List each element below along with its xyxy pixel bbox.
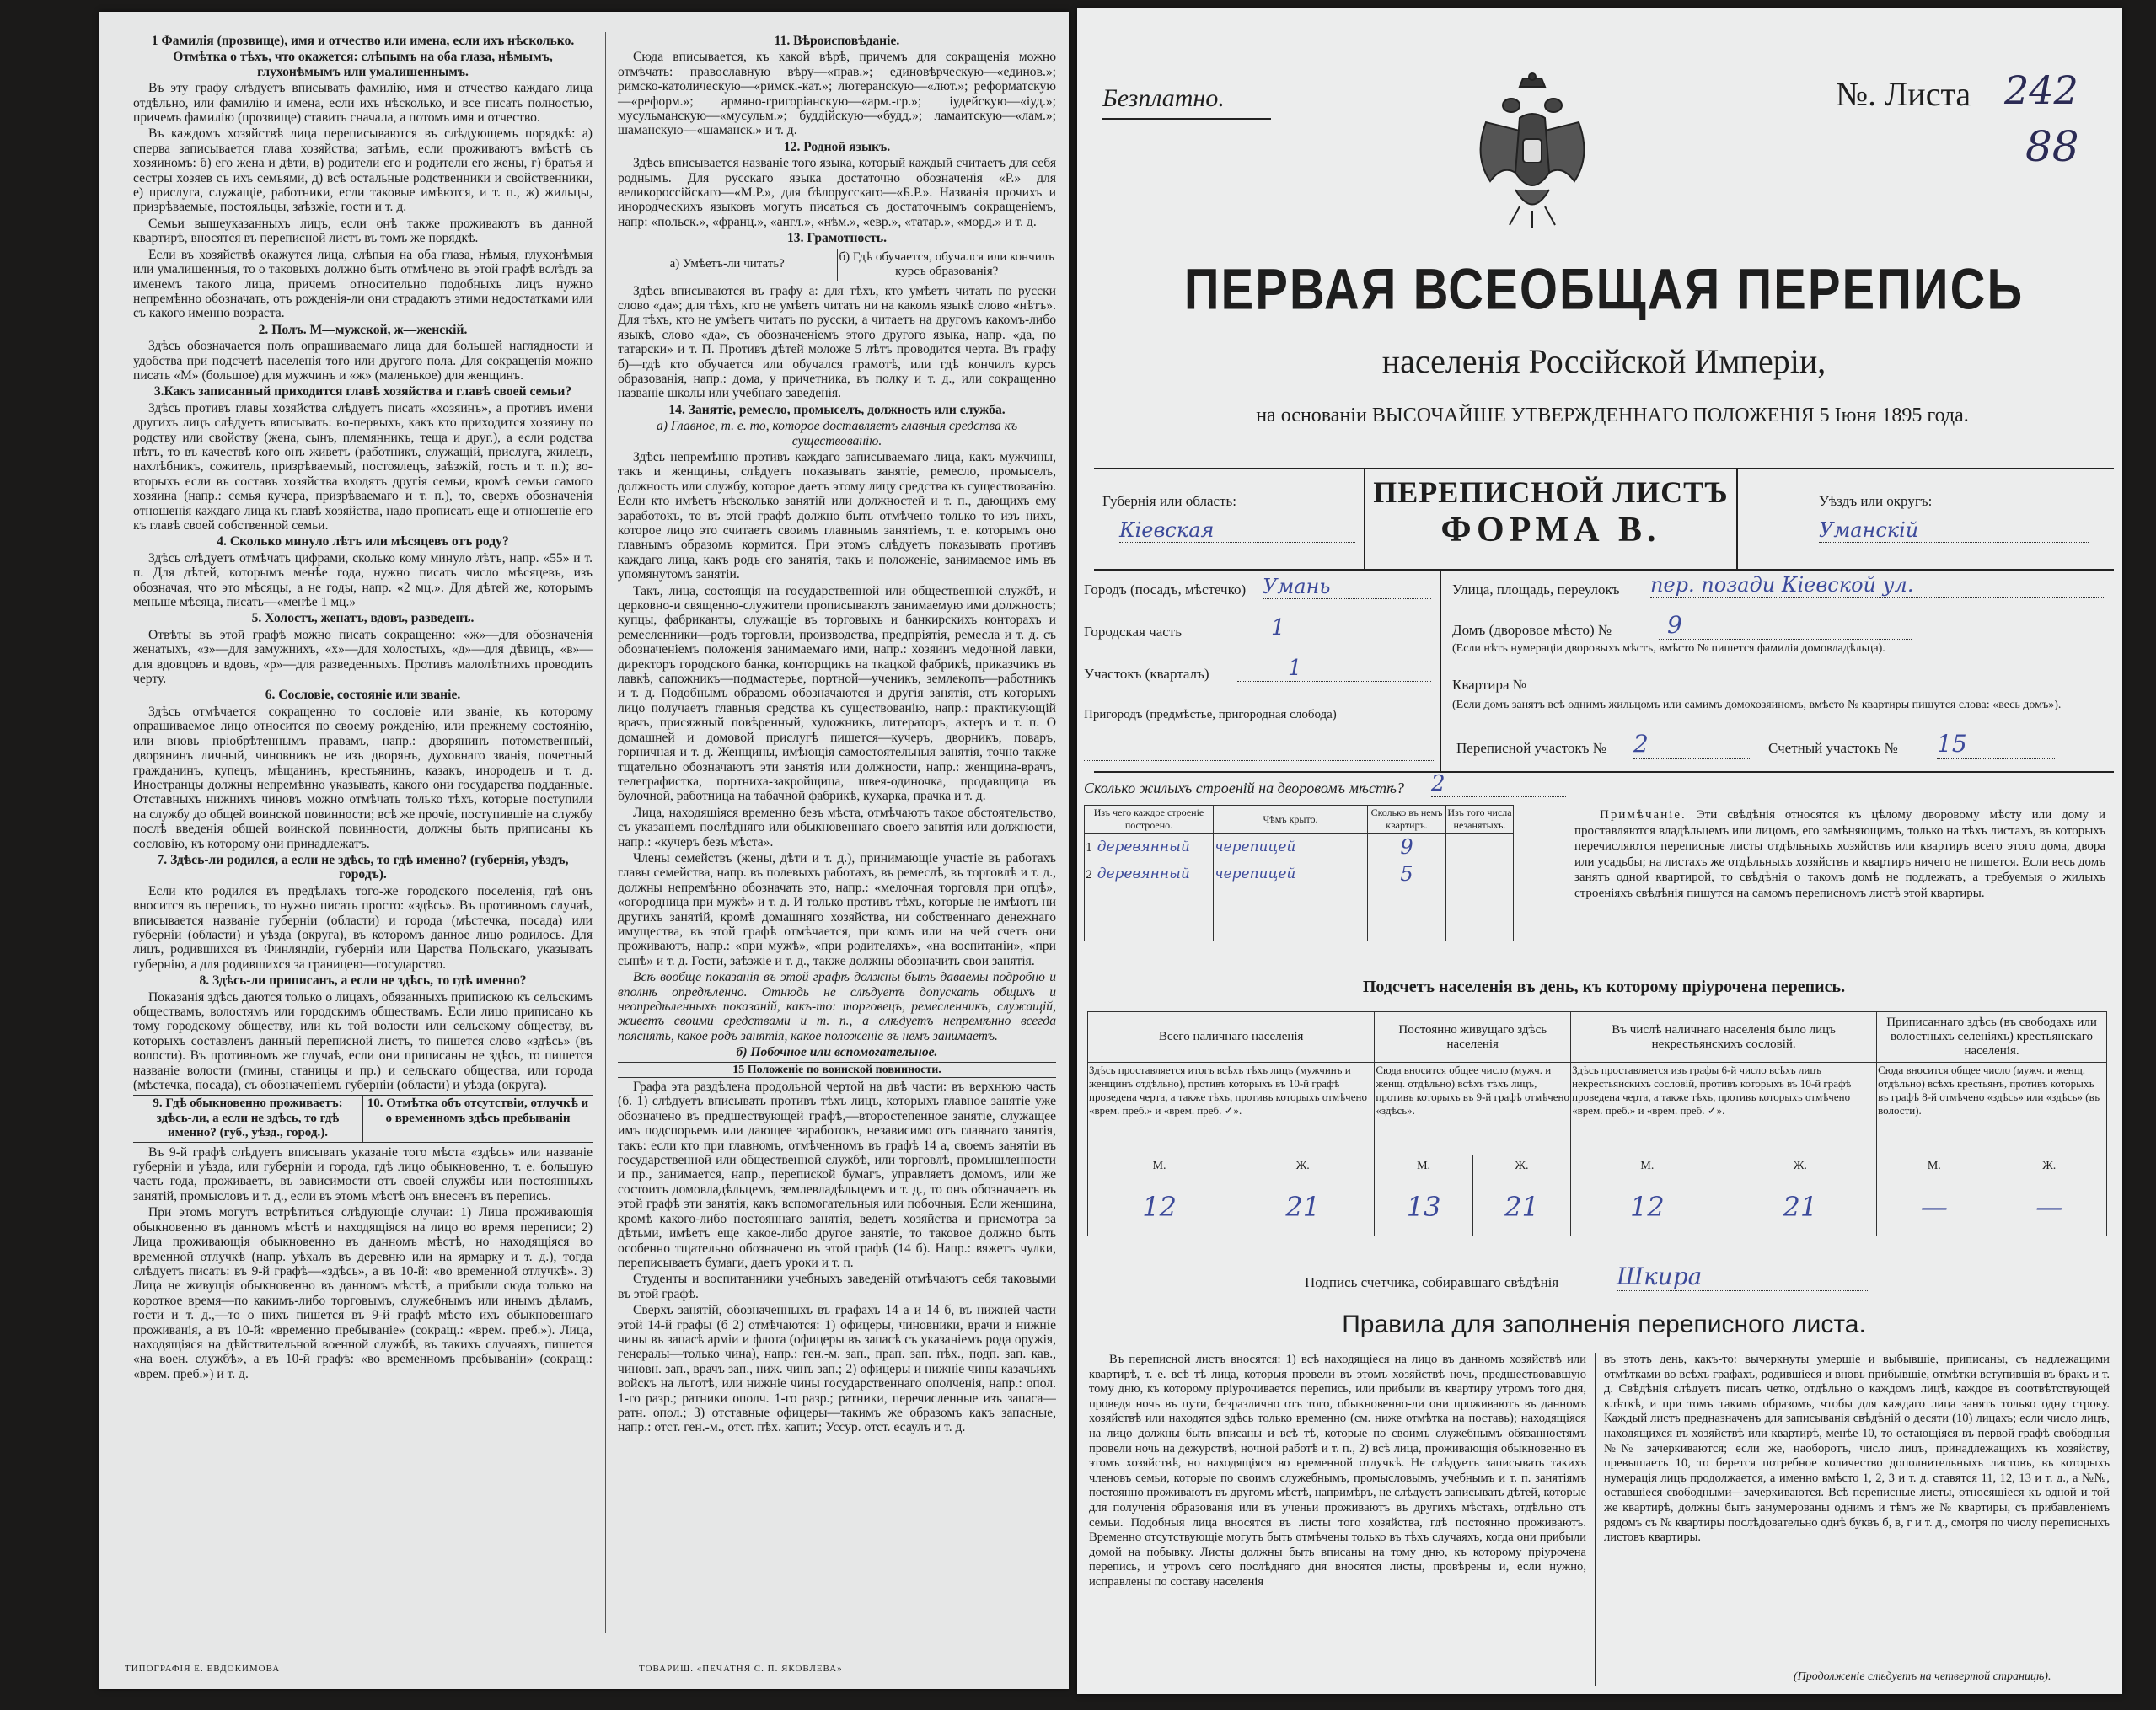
- rules-continuation: (Продолженіе слѣдуетъ на четвертой страницѣ).: [1794, 1670, 2051, 1683]
- buildings-label: Сколько жилыхъ строеній на дворовомъ мѣстѣ?: [1084, 780, 1404, 796]
- empty-cell[interactable]: [1085, 914, 1214, 941]
- gubernia-label: Губернія или область:: [1102, 493, 1236, 509]
- suburb-value[interactable]: [1084, 743, 1434, 761]
- heading-14a: а) Главное, т. е. то, которое доставляетъ главныя средства къ существованію.: [656, 419, 1018, 448]
- table-row: [1085, 887, 1514, 914]
- bld-header-flats: Сколько въ немъ квартиръ.: [1368, 806, 1446, 834]
- paragraph: Члены семействъ (жены, дѣти и т. д.), принимающіе участіе въ работахъ главы семейства, напр. въ полевыхъ работахъ, въ ремеслѣ, въ торговлѣ и т. д., должны непремѣнно обозначать это, напр.: «мелочная торговля при отцѣ», «огородница при мужѣ» и т. д. И только противъ тѣхъ, которые не имѣютъ ни другихъ занятій, кромѣ домашняго хозяйства, ни собственнаго денежнаго имущества, въ этой графѣ отмѣчается, при комъ или на чей счетъ они проживаютъ, напр.: «при мужѣ», «при родителяхъ», «на воспитаніи», «при сынѣ» и т. д. Гости, заѣзжіе и т. д., также должны обозначить свои занятія.: [618, 850, 1056, 968]
- flat-value[interactable]: [1566, 677, 1751, 694]
- paragraph: Здѣсь слѣдуетъ отмѣчать цифрами, сколько кому минуло лѣтъ, напр. «55» и т. п. Для дѣтей, которымъ менѣе года, нужно писать число мѣсяцевъ, изъ обозначая, что это мѣсяцы, а не годы, напр. «2 мц.». Для дѣтей же, которымъ меньше мѣсяца, писать—«менѣе 1 мц.»: [133, 550, 593, 610]
- cell-value: деревянный: [1097, 865, 1190, 882]
- bld-vacant-1[interactable]: [1446, 834, 1514, 860]
- suburb-label: Пригородъ (предмѣстье, пригородная слобода): [1084, 708, 1337, 721]
- city-label: Городъ (посадъ, мѣстечко): [1084, 582, 1247, 598]
- paragraph: Здѣсь вписываются въ графу а: для тѣхъ, кто умѣетъ читать по русски слово «да»; для тѣхъ, кто не умѣетъ читать ни на какомъ языкѣ слово «нѣтъ». Для тѣхъ, кто не умѣетъ читать по русски, а читаетъ на другомъ какомъ-либо языкѣ, слово «да», съ обозначеніемъ этого другого языка, напр. «да, по татарски» и т. П. Противъ дѣтей моложе 5 лѣтъ проводится черта. Въ графу б)—гдѣ кто обучается или обучался грамотѣ, или гдѣ кончилъ курсъ образованія, напр.: дома, у причетника, въ полку и т. д., или сокращенно названіе школы или учебнаго заведенія.: [618, 283, 1056, 401]
- paragraph: Въ 9-й графѣ слѣдуетъ вписывать указаніе того мѣста «здѣсь» или названіе губерніи и уѣзда, или губерніи и города, гдѣ лицо обыкновенно, т. е. большую часть года, проживаетъ, въ зависимости отъ своей службы или постоянныхъ занятій, промысловъ и т. д., если въ этомъ мѣстѣ онъ внесенъ въ перепись.: [133, 1144, 593, 1203]
- sex-female: Ж.: [1992, 1155, 2106, 1177]
- paragraph: Семьи вышеуказанныхъ лицъ, если онѣ также проживаютъ въ данной квартирѣ, вносятся въ переписной листъ въ томъ же порядкѣ.: [133, 216, 593, 246]
- printer-imprint-right: ТОВАРИЩ. «ПЕЧАТНЯ С. П. ЯКОВЛЕВА»: [639, 1664, 843, 1674]
- paragraph: Если кто родился въ предѣлахъ того-же городского поселенія, гдѣ онъ вносится въ перепись, то нужно писать просто: «здѣсь». Въ противномъ случаѣ, вписывается названіе губерніи (области) и города (мѣстечка, посада) или губерніи (области) и уѣзда (округа), въ которомъ данное лицо родилось. Для лицъ, родившихся въ Финляндіи, губерніи или Царства Польскаго, указывать губернію, а для родившихся за границею—государство.: [133, 883, 593, 972]
- bld-header-material: Изъ чего каждое строеніе построено.: [1085, 806, 1214, 834]
- bld-material-2[interactable]: [1085, 860, 1214, 887]
- paragraph: Здѣсь обозначается полъ опрашиваемаго лица для большей наглядности и удобства при подсчетѣ населенія того или другого пола. Для сокращенія можно писать «М» (большое) для мужчинъ и «ж» (маленькое) для женщинъ.: [133, 339, 593, 383]
- paragraph: Показанія здѣсь даются только о лицахъ, обязанныхъ припискою къ сельскимъ обществамъ, волостямъ или городскимъ обществамъ. Если лицо приписано къ тому городскому обществу, или къ той волости или сельскому обществу, въ которыхъ составленъ данный переписной листъ, то пишется слово «здѣсь» (въ волости). Въ противномъ же случаѣ, если они приписаны не здѣсь, то пишется названіе волости (гмины, станицы и пр.) и сельскаго общества, или города (мѣстечка, посада), съ обозначеніемъ губерніи (области) и уѣзда (округа).: [133, 989, 593, 1093]
- count-total-m[interactable]: 12: [1088, 1177, 1231, 1236]
- house-label: Домъ (дворовое мѣсто) №: [1452, 622, 1612, 638]
- heading-9: 9. Гдѣ обыкновенно проживаетъ: здѣсь-ли, а если не здѣсь, то гдѣ именно? (губ., уѣзд., город.).: [133, 1096, 363, 1142]
- count-header-peasant: Приписаннаго здѣсь (въ свободахъ или волостныхъ селеніяхъ) крестьянскаго населенія.: [1877, 1012, 2107, 1063]
- count-permanent-f[interactable]: 21: [1472, 1177, 1570, 1236]
- count-desc-permanent: Сюда вносится общее число (мужч. и женщ. отдѣльно) всѣхъ тѣхъ лицъ, противъ которыхъ въ 9-й графѣ отмѣчено «здѣсь».: [1375, 1063, 1571, 1155]
- paragraph: Если въ хозяйствѣ окажутся лица, слѣпыя на оба глаза, нѣмыя, глухонѣмыя или умалишенныя, то о таковыхъ должно быть отмѣчено въ этой графѣ вслѣдъ за именемъ такого лица, причемъ относительно подобныхъ лицъ нужно непремѣнно обозначать, отъ рожденія-ли они страдаютъ этими недостатками или съ какого именно возраста.: [133, 247, 593, 321]
- rules-column-2: въ этотъ день, какъ-то: вычеркнуты умершіе и выбывшіе, приписаны, съ надлежащими отмѣтками во всѣхъ графахъ, родившіеся и вновь прибывшіе, отмѣтки вступившія въ бракъ и т. д. Свѣдѣнія слѣдуетъ писать четко, отдѣльно о каждомъ лицѣ, каждое въ соотвѣтствующей клѣткѣ, и при томъ такимъ образомъ, чтобы для каждаго лица занять только одну строку. Каждый листъ предназначенъ для записыванія свѣдѣній о десяти (10) лицахъ; если число лицъ, находящихся въ хозяйствѣ или квартирѣ, менѣе 10, то остающіяся въ первой графѣ свободныя №№ зачеркиваются; если же, наоборотъ, число лицъ, принадлежащихъ къ хозяйству, превышаетъ 10, то берется потребное количество дополнительныхъ листовъ, въ которыхъ нумерація лицъ продолжается, а именно вмѣсто 1, 2, 3 и т. д. ставятся 11, 12, 13 и т. д., а №№, оставшіеся свободными—зачеркиваются. Всѣ переписные листы, относящіеся къ одной и той же квартирѣ, должны быть занумерованы однимъ и тѣмъ же № квартиры, съ прибавленіемъ рядомъ съ № квартиры послѣдовательно однѣ буквъ б, в, г и т. д., смотря по числу переписныхъ листовъ квартиры.: [1604, 1353, 2110, 1545]
- sex-female: Ж.: [1231, 1155, 1375, 1177]
- paragraph: Въ эту графу слѣдуетъ вписывать фамилію, имя и отчество каждаго лица отдѣльно, или фамилію и имена, если ихъ нѣсколько, и все писать полностью, причемъ фамилію (прозвище) ставить сначала, а потомъ имя и отчество.: [133, 81, 593, 126]
- uezd-value[interactable]: Уманскій: [1819, 518, 2089, 543]
- gubernia-value[interactable]: Кіевская: [1119, 518, 1355, 543]
- cell-value: деревянный: [1097, 838, 1190, 855]
- count-desc-peasant: Сюда вносится общее число (мужч. и женщ. отдѣльно) всѣхъ крестьянъ, противъ которыхъ въ графѣ 8-й отмѣчено «здѣсь» или «здѣсь» (въ волости).: [1877, 1063, 2107, 1155]
- heading-13a: а) Умѣетъ-ли читать?: [618, 249, 837, 281]
- instructions-column-2: [605, 32, 1056, 1633]
- heading-14: 14. Занятіе, ремесло, промыселъ, должность или служба.: [668, 402, 1006, 417]
- heading-6: 6. Сословіе, состояніе или званіе.: [265, 688, 461, 703]
- bld-roof-2[interactable]: черепицей: [1214, 860, 1368, 887]
- paragraph: Здѣсь отмѣчается сокращенно то сословіе или званіе, къ которому опрашиваемое лицо относится по своему рожденію, или прежнему состоянію, или вновь пріобрѣтеннымъ правамъ, напр.: дворянинъ потомственный, дворянинъ личный, чиновникъ не изъ дворянъ, духовнаго званія, почетный гражданинъ, купецъ, мѣщанинъ, крестьянинъ, казакъ, инородецъ и т. д. Иностранцы должны непремѣнно указывать, какого они государства подданные. Отставныхъ нижнихъ чиновъ можно отмѣчать только тѣхъ, которые поступили на службу до общей воинской повинности; всѣ же прочіе, поступившіе на службу послѣ введенія общей воинской повинности, должны быть приписаны къ сословію, къ которому они принадлежатъ.: [133, 704, 593, 851]
- count-title: Подсчетъ населенія въ день, къ которому пріурочена перепись.: [1362, 978, 1846, 996]
- printer-imprint-left: ТИПОГРАФІЯ Е. ЕВДОКИМОВА: [125, 1664, 281, 1674]
- heading-10: 10. Отмѣтка объ отсутствіи, отлучкѣ и о временномъ здѣсь пребываніи: [367, 1096, 589, 1125]
- uchastok-label: Участокъ (кварталъ): [1084, 666, 1209, 682]
- paragraph: Такъ, лица, состоящія на государственной или общественной службѣ, и церковно-и священно-служители прописываютъ занимаемую ими должность; купцы, фабриканты, служащіе въ торговыхъ и банкирскихъ конторахъ и ремесленники—родъ торговли, производства, предпріятія, ремесла и т. д. съ обозначеніемъ положенія занимаемаго ими, напр.: хозяинъ медочной лавки, директоръ городского банка, конторщикъ на ткацкой фабрикѣ, приказчикъ въ лавкѣ, сапожникъ—подмастерье, портной—ученикъ, землекопъ—работникъ и т. д. Подобнымъ образомъ обозначаются и другія занятія, отъ которыхъ лицо получаетъ главныя средства къ существованію, напр.: практикующій врачъ, присяжный повѣренный, художникъ, литераторъ, актеръ и т. п. О домашней и домовой прислугѣ пишется—кучеръ, дворникъ, поваръ, горничная и т. д. Женщины, имѣющія самостоятельныя занятія, точно также тщательно обозначаютъ эти занятія или должности, напр.: женщина-врачъ, телеграфистка, портниха-закройщица, швея-одиночка, продавщица въ булочной, работница на табачной фабрикѣ, кухарка, прачка и т. д.: [618, 583, 1056, 804]
- heading-8: 8. Здѣсь-ли приписанъ, а если не здѣсь, то гдѣ именно?: [199, 973, 527, 989]
- imperial-eagle-emblem: [1469, 72, 1596, 232]
- rules-column-1: Въ переписной листъ вносятся: 1) всѣ находящіеся на лицо въ данномъ хозяйствѣ или квартирѣ, т. е. всѣ тѣ лица, которыя провели въ этомъ хозяйствѣ ночь, предшествовавшую тому дню, къ которому пріурочивается перепись, или прибыли въ квартиру утромъ того дня, проведя ночь въ пути, безразлично отъ того, обыкновенно-ли они проживаютъ въ данномъ хозяйствѣ или находятся здѣсь только временно (см. ниже отмѣтка на поставь); находящіяся на лицо должны быть вписаны и всѣ тѣ, которые по своимъ служебнымъ обязанностямъ провели ночь на дежурствѣ, ночной работѣ и т. п., 2) всѣ лица, проживающія обыкновенно въ этомъ хозяйствѣ, но находящіяся во временной отлучкѣ. Не слѣдуетъ записывать такихъ членовъ семьи, которые по своимъ служебнымъ, промысловымъ, учебнымъ и т. п. занятіямъ постоянно проживаютъ въ другомъ мѣстѣ, напримѣръ, не слѣдуетъ записывать дѣтей, которые для полученія образованія или въ ученьи проживаютъ въ другихъ мѣстахъ, отдѣльно отъ семьи. Подобныя лица вносятся въ листы того хозяйства, гдѣ постоянно проживаютъ. Временно отсутствующіе могутъ быть отмѣчены только въ тѣхъ случаяхъ, когда они прибыли домой на побывку. Листы должны быть вписаны на тому дню, къ которому пріурочена перепись, и утромъ сего послѣдняго дня вносятся листы, провѣрены и, если нужно, исправлены по составу населенія: [1089, 1353, 1596, 1686]
- empty-cell[interactable]: [1446, 914, 1514, 941]
- empty-cell[interactable]: [1214, 887, 1368, 914]
- table-row: [1085, 860, 1514, 887]
- paragraph: Здѣсь вписывается названіе того языка, который каждый считаетъ для себя роднымъ. Для русскаго языка достаточно обозначенія «Р.» для великороссійскаго—«М.Р.», для бѣлорусскаго—«Б.Р.». Названія прочихъ и инородческихъ языковъ могутъ писаться съ достаточнымъ сокращеніемъ, напр: «польск.», «франц.», «англ.», «нѣм.», «евр.», «татар.», «морд.» и т. д.: [618, 156, 1056, 229]
- rules-title: Правила для заполненія переписного листа.: [1342, 1311, 1866, 1338]
- bld-header-roof: Чѣмъ крыто.: [1214, 806, 1368, 834]
- sheet-number-value: 242: [2004, 67, 2078, 113]
- sheet-number-value-2: 88: [2025, 122, 2079, 171]
- note-text: Эти свѣдѣнія относятся къ цѣлому дворовому мѣсту или дому и проставляются владѣльцемъ или лицомъ, его замѣняющимъ, только на тѣхъ листахъ, въ которыхъ перечисляются переписные листы отдѣльныхъ хозяйствъ или квартиръ всего этого дома, двора или усадьбы; на листахъ же отдѣльныхъ хозяйствъ и квартиръ ничего не пишется. Если весь домъ занятъ одной квартирой, то свѣдѣнія о такомъ домѣ не подлежатъ, а требуемыя о жилыхъ строеніяхъ свѣдѣнія пишутся на самомъ переписномъ листѣ этой квартиры.: [1574, 808, 2106, 900]
- empty-cell[interactable]: [1085, 887, 1214, 914]
- heading-14b: б) Побочное или вспомогательное.: [736, 1045, 938, 1060]
- count-header-total: Всего наличнаго населенія: [1088, 1012, 1375, 1063]
- count-peasant-f[interactable]: —: [1992, 1177, 2106, 1236]
- paragraph: Здѣсь непремѣнно противъ каждаго записываемаго лица, какъ мужчины, такъ и женщины, слѣдуетъ показывать занятіе, ремесло, промыселъ, должность или службу, которое даетъ этому лицу средства къ существованію. Если кто имѣетъ нѣсколько занятій или должностей и т. п., дающихъ ему заработокъ, то въ этой графѣ должно быть отмѣчено только то изъ нихъ, которое лицо это считаетъ своимъ главнымъ занятіемъ, т. е. которымъ оно главнымъ образомъ кормится. При этомъ слѣдуетъ показывать противъ каждаго лица, какъ родъ его занятія, такъ и положеніе, занимаемое имъ въ упомянутомъ занятіи.: [618, 449, 1056, 582]
- bld-header-vacant: Изъ того числа незанятыхъ.: [1446, 806, 1514, 834]
- census-plot-value[interactable]: 2: [1633, 730, 1751, 759]
- street-label: Улица, площадь, переулокъ: [1452, 582, 1620, 598]
- table-row: [1085, 914, 1514, 941]
- count-non-peasant-f[interactable]: 21: [1724, 1177, 1877, 1236]
- uchastok-value[interactable]: 1: [1237, 656, 1431, 682]
- sex-male: М.: [1088, 1155, 1231, 1177]
- count-non-peasant-m[interactable]: 12: [1571, 1177, 1724, 1236]
- heading-15: 15 Положеніе по воинской повинности.: [618, 1062, 1056, 1078]
- sheet-number-label: №. Листа: [1836, 75, 1971, 113]
- count-header-non-peasant: Въ числѣ наличнаго населенія было лицъ некрестьянскихъ сословій.: [1571, 1012, 1877, 1063]
- column-13-subheaders: [618, 249, 1056, 281]
- paragraph: Въ каждомъ хозяйствѣ лица переписываются въ слѣдующемъ порядкѣ: а) сперва записывается глава хозяйства; затѣмъ, если проживаютъ вмѣстѣ съ хозяиномъ: б) его жена и дѣти, в) родители его и родители его жены, г) братья и сестры хозяев съ ихъ семьями, д) всѣ остальные родственники и свойственники, е) прислуга, служащіе, работники, если таковые имѣются, и т. п., ж) жильцы, призрѣваемые, постояльцы, заѣзжіе, гости и т. д.: [133, 126, 593, 215]
- free-label: Безплатно.: [1102, 84, 1225, 112]
- paragraph: Здѣсь противъ главы хозяйства слѣдуетъ писать «хозяинъ», а противъ имени другихъ лицъ слѣдуетъ вписывать: во-первыхъ, какъ кто приходится хозяину по родству или свойству (жена, сынъ, племянникъ, теща и друг.), а если родства нѣтъ, то въ качествѣ кого онъ живетъ (работникъ, служащій, прислуга, жилецъ, нахлѣбникъ, сожитель, призрѣваемый, постоялецъ, заѣзжій, гость и т. п.); во-вторыхъ если въ составъ хозяйства входятъ другія семьи, кромѣ семьи самого хозяина (напр.: семья кучера, призрѣваемаго и т. п.), то, сверхъ обозначенія отношенія каждаго лица къ главѣ хозяйства, надо прописать еще и отношеніе его къ главѣ своей собственной семьи.: [133, 400, 593, 533]
- count-desc-non-peasant: Здѣсь проставляется изъ графы 6-й число всѣхъ лицъ некрестьянскихъ сословій, противъ которыхъ въ 10-й графѣ проведена черта, а также тѣхъ, противъ которыхъ отмѣчено «врем. преб.» и «врем. преб. ✓».: [1571, 1063, 1877, 1155]
- count-permanent-m[interactable]: 13: [1375, 1177, 1472, 1236]
- divider: [1094, 771, 2114, 773]
- heading-1: 1 Фамилія (прозвище), имя и отчество или имена, если ихъ нѣсколько.: [151, 34, 575, 48]
- paragraph: Графа эта раздѣлена продольной чертой на двѣ части: въ верхнюю часть (б. 1) слѣдуетъ вписывать противъ тѣхъ лицъ, которыхъ главное занятіе уже обозначено въ предшествующей графѣ,—второстепенное занятіе, служащее имъ подспорьемъ или дающее заработокъ, независимо отъ главнаго занятія, такъ: если кто при главномъ, отмѣченномъ въ графѣ 14 а, своемъ занятіи въ государственной или общественной службѣ, или торговлѣ, промышленности и пр., занимается, напр., перепиской бумагъ, управляетъ домомъ, или же состоитъ домовладѣльцемъ, землевладѣльцемъ и т. д., то онъ обозначаетъ въ этой графѣ эти занятія, какъ вспомогательныя или побочныя. Если женщина, кромѣ какого-либо постояннаго занятія, ведетъ хозяйства и присмотра за дѣтьми, имѣетъ еще какое-либо другое занятіе, то таковое должно быть особенно тщательно обозначено въ этой графѣ (14 б). Напр.: вяжетъ чулки, переписываетъ бумаги, даетъ уроки и т. п.: [618, 1080, 1056, 1270]
- heading-3: 3.Какъ записанный приходится главѣ хозяйства и главѣ своей семьи?: [153, 384, 572, 399]
- table-row: [1085, 834, 1514, 860]
- paragraph: Отвѣты въ этой графѣ можно писать сокращенно: «ж»—для обозначенія женатыхъ, «з»—для замужнихъ, «х»—для холостыхъ, «д»—для дѣвицъ, «в»—для вдовцовъ и вдовъ, «р»—для разведенныхъ. Противъ малолѣтнихъ проводить черту.: [133, 627, 593, 687]
- bld-vacant-2[interactable]: [1446, 860, 1514, 887]
- house-note: (Если нѣтъ нумераціи дворовыхъ мѣстъ, вмѣсто № пишется фамилія домовладѣльца).: [1452, 642, 1885, 655]
- heading-12: 12. Родной языкъ.: [783, 139, 891, 154]
- row-number: 1: [1086, 841, 1093, 855]
- city-part-value[interactable]: 1: [1204, 615, 1431, 641]
- census-plot-label: Переписной участокъ №: [1456, 740, 1606, 756]
- left-page: [99, 12, 1069, 1689]
- uezd-label: Уѣздъ или округъ:: [1819, 493, 1933, 509]
- sex-male: М.: [1571, 1155, 1724, 1177]
- paragraph: Сюда вписывается, къ какой вѣрѣ, причемъ для сокращенія можно отмѣчать: православную вѣру—«прав.»; единовѣрческую—«единов.»; римско-католическую—«римск.-кат.»; лютеранскую—«лют.»; реформатскую—«реформ.»; армяно-григоріанскую—«арм.-гр.»; іудейскую—«іуд.»; мусульманскую—«мусульм.»; буддійскую—«будд.»; ламаитскую—«лам.»; шаманскую—«шаманск.» и т. д.: [618, 50, 1056, 138]
- paragraph: При этомъ могутъ встрѣтиться слѣдующіе случаи: 1) Лица проживающія обыкновенно въ данномъ мѣстѣ и находящіяся на лицо во время переписи; 2) Лица проживающія обыкновенно въ данномъ мѣстѣ, но находящіяся во временной отлучкѣ (напр. уѣхалъ въ деревню или на ярмарку и т. д.), тогда слѣдуетъ писать: въ 9-й графѣ—«здѣсь», а въ 10-й: «во временной отлучкѣ». 3) Лица не живущія обыкновенно въ данномъ мѣстѣ, а прибыли сюда только на короткое время—по какимъ-либо торговымъ, служебнымъ или инымъ дѣламъ, гости и т. д.,—то о нихъ пишется въ 9-й графѣ мѣсто ихъ обыкновеннаго проживанія, а въ 10-й: «временно пребываніе» (сокращ.: «врем. преб.»). Лица, находящіяся на дѣйствительной военной службѣ, въ такихъ случаяхъ, пишется «на воен. службѣ», а въ 10-й графѣ: «во временномъ пребываніи» (сокращ.: «врем. преб.») и т. д.: [133, 1205, 593, 1381]
- empty-cell[interactable]: [1368, 914, 1446, 941]
- heading-4: 4. Сколько минуло лѣтъ или мѣсяцевъ отъ роду?: [217, 534, 509, 549]
- paragraph: Всѣ вообще показанія въ этой графѣ должны быть даваемы подробно и вполнѣ опредѣленно. Отнюдь не слѣдуетъ допускать общихъ и неопредѣленныхъ показаній, какъ-то: торговецъ, ремесленникъ, служащій, живетъ своими средствами и т. п., а слѣдуетъ непремѣнно всегда пояснять, какое родъ занятія, какое положеніе въ немъ занимаетъ.: [618, 970, 1056, 1043]
- bld-flats-2[interactable]: 5: [1368, 860, 1446, 887]
- paragraph: Сверхъ занятій, обозначенныхъ въ графахъ 14 а и 14 б, въ нижней части этой 14-й графы (б 2) отмѣчаются: 1) офицеры, чиновники, врачи и нижніе чины въ запасѣ арміи и флота (офицеры въ запасѣ съ указаніемъ рода оружія, генералы—только чина), напр.: ген.-м. зап., прап. зап. пѣх., подп. зап. кав., чиновн. зап., врачъ зап., ниж. чинъ зап.; 2) офицеры и нижніе чины казачьихъ войскъ на льготѣ, или нижніе чины государственнаго ополченія, напр.: опол. 1-го разр.; ратники ополч. 1-го разр.; ратники, перечисленные изъ запаса—ратн. опол.; 3) отставные офицеры—такимъ же образомъ какъ запасные, напр.: отст. ген.-м., отст. пѣх. капит.; Уссур. отст. есаулъ и т. д.: [618, 1303, 1056, 1435]
- form-subtitle: ФОРМА В.: [1440, 511, 1661, 549]
- buildings-value[interactable]: 2: [1431, 771, 1566, 797]
- page-title: ПЕРВАЯ ВСЕОБЩАЯ ПЕРЕПИСЬ: [1183, 257, 2025, 322]
- row-number: 2: [1086, 868, 1093, 882]
- divider: [1102, 118, 1271, 120]
- population-count-table: [1087, 1011, 2107, 1236]
- empty-cell[interactable]: [1214, 914, 1368, 941]
- bld-material-1[interactable]: [1085, 834, 1214, 860]
- city-part-label: Городская часть: [1084, 624, 1182, 640]
- form-title-box: [1364, 468, 1738, 569]
- columns-9-10-header: [133, 1095, 593, 1142]
- flat-label: Квартира №: [1452, 677, 1527, 693]
- empty-cell[interactable]: [1446, 887, 1514, 914]
- signature-label: Подпись счетчика, собиравшаго свѣдѣнія: [1305, 1274, 1559, 1290]
- count-plot-value[interactable]: 15: [1937, 730, 2055, 759]
- count-desc-total: Здѣсь проставляется итогъ всѣхъ тѣхъ лицъ (мужчинъ и женщинъ отдѣльно), противъ которыхъ въ 10-й графѣ проведена черта, а также тѣхъ, противъ которыхъ отмѣчено «врем. преб.» и «врем. преб. ✓».: [1088, 1063, 1375, 1155]
- sex-male: М.: [1877, 1155, 1992, 1177]
- heading-1b: Отмѣтка о тѣхъ, что окажется: слѣпымъ на оба глаза, нѣмымъ, глухонѣмымъ или умалишеннымъ.: [173, 50, 553, 79]
- divider: [1094, 569, 2114, 571]
- count-header-permanent: Постоянно живущаго здѣсь населенія: [1375, 1012, 1571, 1063]
- instructions-column-1: [133, 32, 593, 1633]
- sex-female: Ж.: [1724, 1155, 1877, 1177]
- paragraph: Лица, находящіяся временно безъ мѣста, отмѣчаютъ такое обстоятельство, съ указаніемъ послѣдняго или обыкновеннаго своего занятія или должности, напр.: «кучеръ безъ мѣста».: [618, 805, 1056, 850]
- heading-7: 7. Здѣсь-ли родился, а если не здѣсь, то гдѣ именно? (губернія, уѣздъ, городъ).: [157, 852, 569, 882]
- page-subtitle: населенія Россійской Имперіи,: [1381, 342, 1826, 380]
- buildings-table: [1084, 805, 1514, 941]
- count-total-f[interactable]: 21: [1231, 1177, 1375, 1236]
- heading-2: 2. Полъ. М—мужской, ж—женскій.: [258, 322, 468, 337]
- house-value[interactable]: 9: [1659, 611, 1912, 640]
- right-page: [1077, 8, 2122, 1694]
- empty-cell[interactable]: [1368, 887, 1446, 914]
- heading-13: 13. Грамотность.: [787, 231, 887, 246]
- heading-13b: б) Гдѣ обучается, обучался или кончилъ курсъ образованія?: [839, 249, 1054, 279]
- note-paragraph: [1574, 807, 2105, 901]
- bld-roof-1[interactable]: черепицей: [1214, 834, 1368, 860]
- divider: [1440, 569, 1441, 771]
- count-peasant-m[interactable]: —: [1877, 1177, 1992, 1236]
- sex-female: Ж.: [1472, 1155, 1570, 1177]
- signature-value[interactable]: Шкира: [1617, 1262, 1869, 1291]
- count-plot-label: Счетный участокъ №: [1768, 740, 1898, 756]
- street-value[interactable]: пер. позади Кіевской ул.: [1650, 573, 2105, 598]
- form-title: ПЕРЕПИСНОЙ ЛИСТЪ: [1373, 475, 1729, 509]
- paragraph: Студенты и воспитанники учебныхъ заведеній отмѣчаютъ себя таковыми въ этой графѣ.: [618, 1272, 1056, 1301]
- flat-note: (Если домъ занятъ всѣ однимъ жильцомъ или самимъ домохозяиномъ, вмѣсто № квартиры пишутся слова: «весь домъ»).: [1452, 699, 2062, 711]
- basis-line: на основаніи ВЫСОЧАЙШЕ УТВЕРЖДЕННАГО ПОЛОЖЕНІЯ 5 Іюня 1895 года.: [1256, 405, 1969, 426]
- note-label: Примѣчаніе.: [1600, 808, 1687, 822]
- sex-male: М.: [1375, 1155, 1472, 1177]
- heading-11: 11. Вѣроисповѣданіе.: [774, 34, 900, 48]
- heading-5: 5. Холостъ, женатъ, вдовъ, разведенъ.: [251, 611, 475, 626]
- bld-flats-1[interactable]: 9: [1368, 834, 1446, 860]
- city-value[interactable]: Умань: [1263, 575, 1431, 599]
